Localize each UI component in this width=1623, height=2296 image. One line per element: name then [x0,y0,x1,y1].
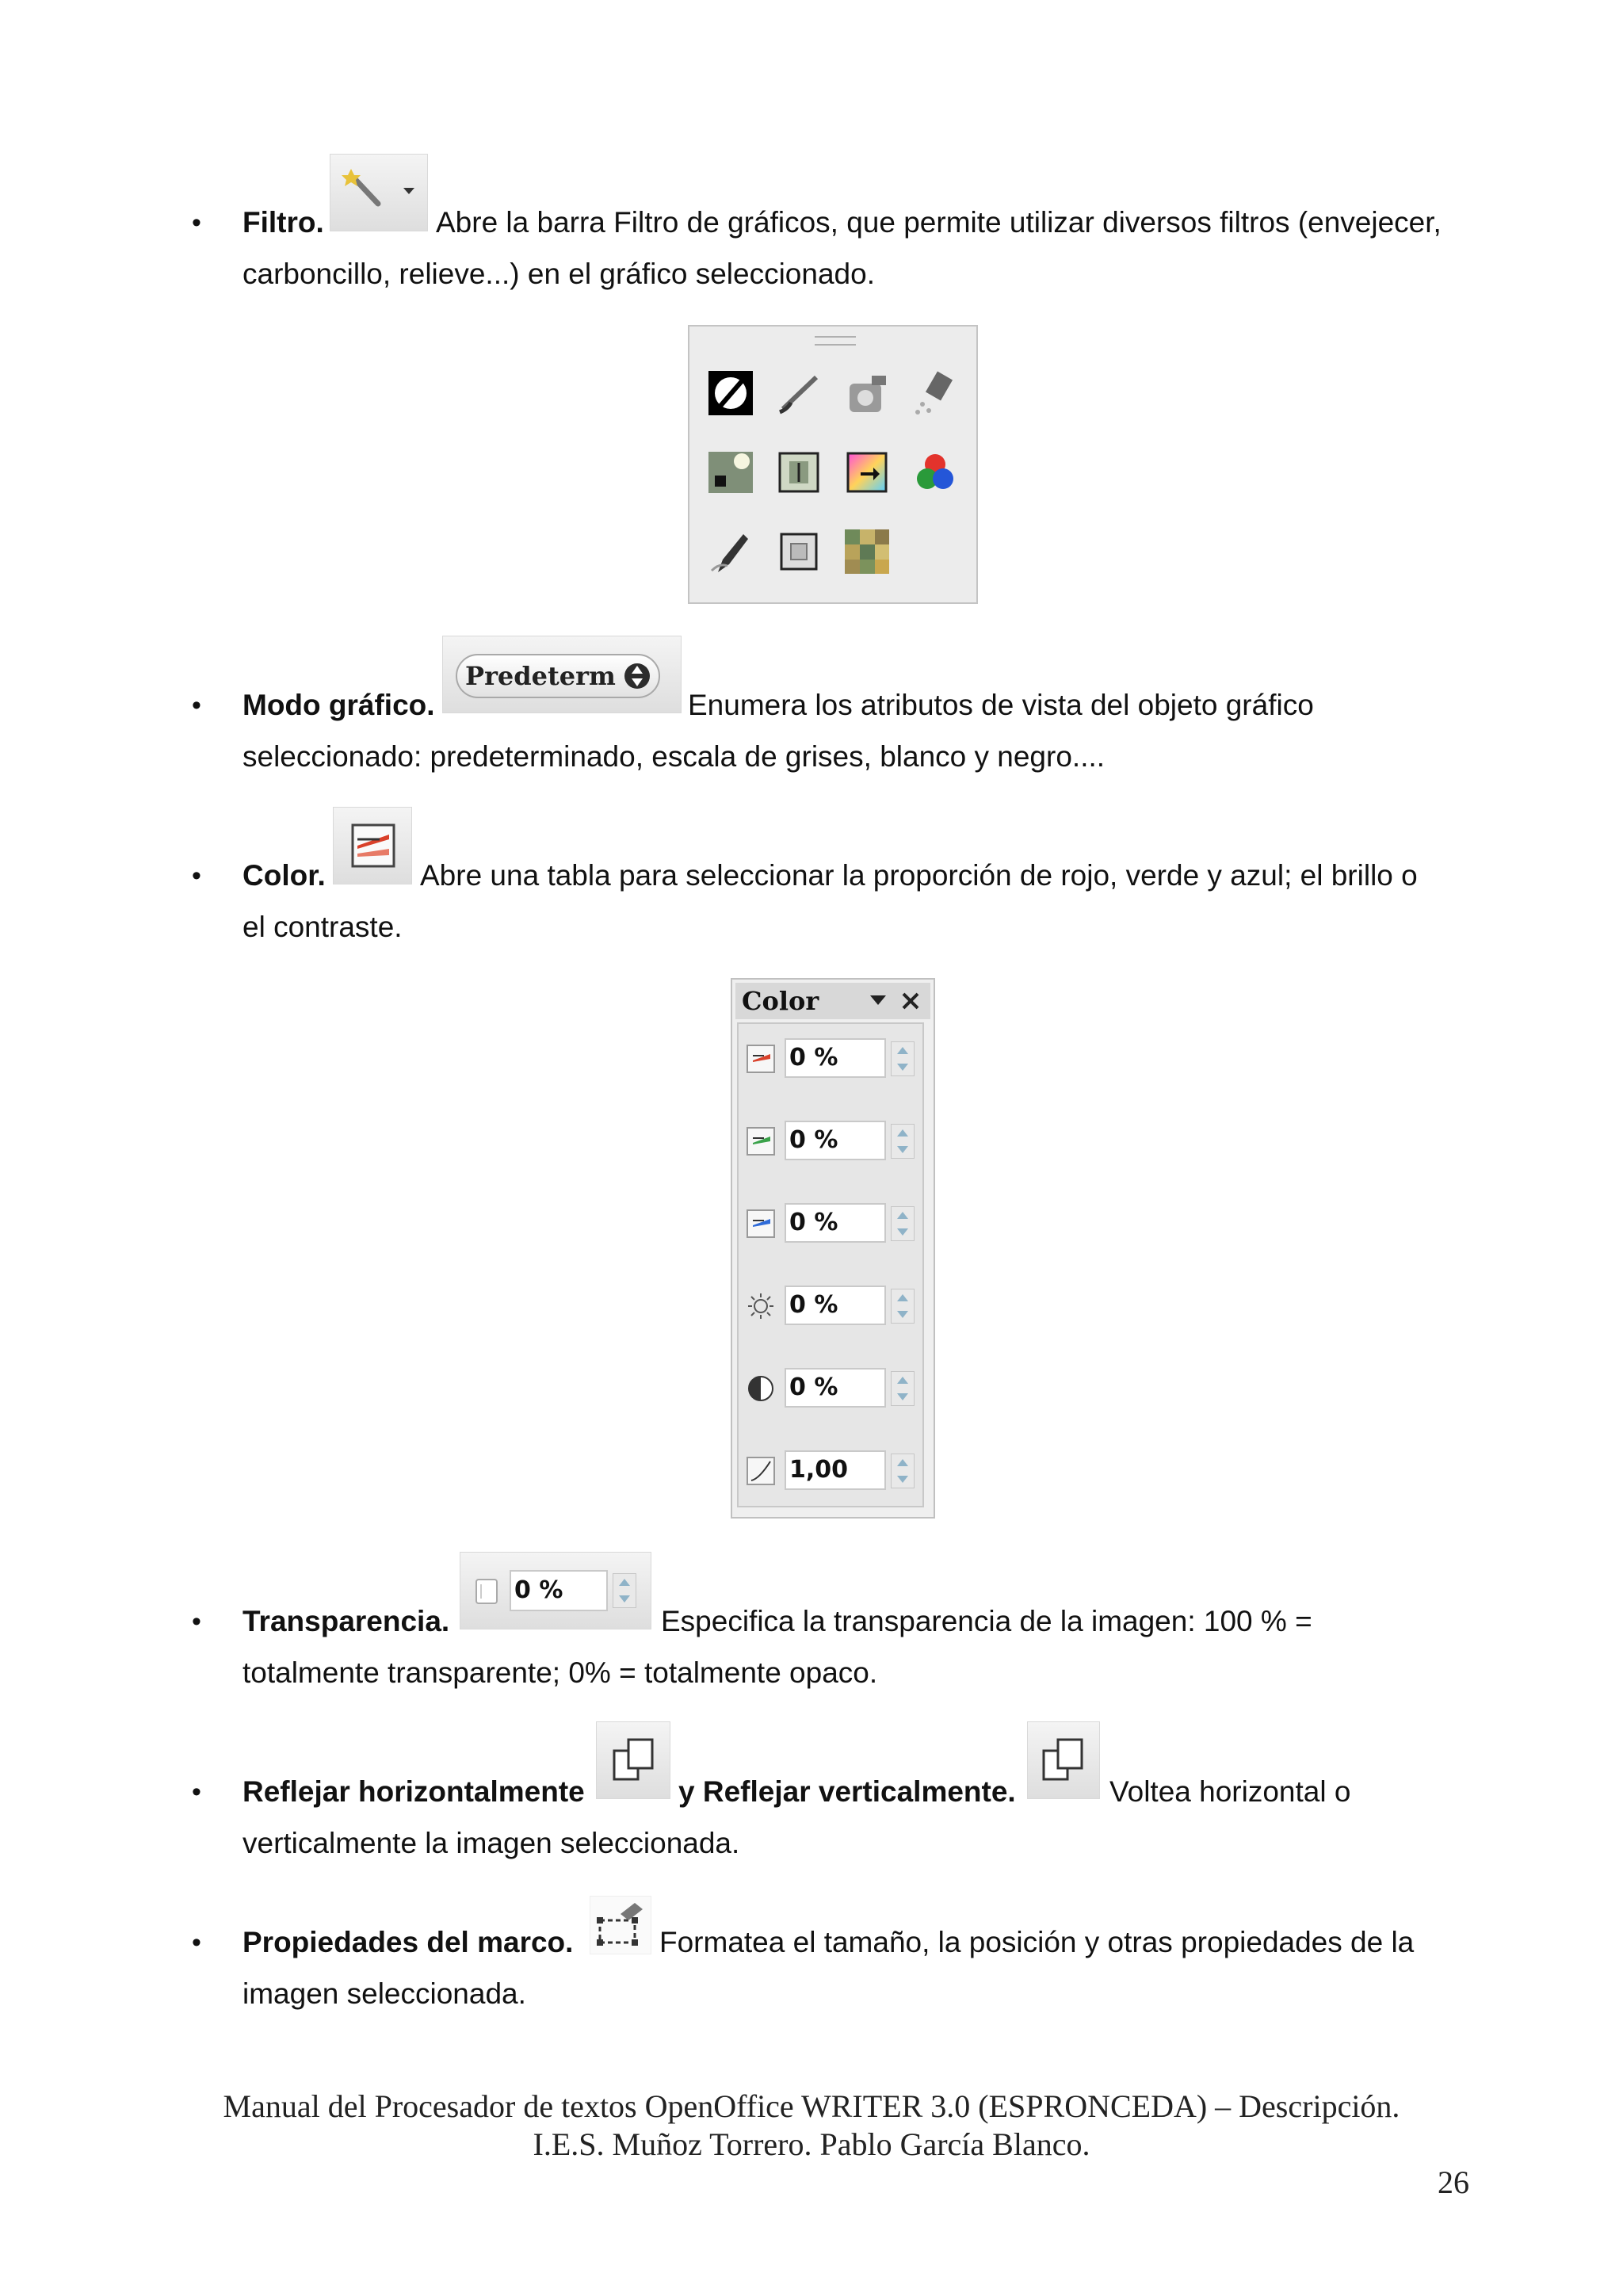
graphics-mode-control [442,636,682,713]
marco-description-1: Formatea el tamaño, la posición y otras propiedades de la [659,1926,1415,1958]
contrast-field[interactable]: 0 % [785,1368,886,1408]
bullet: • [192,861,201,891]
color-panel-title: Color [742,986,819,1016]
bullet: • [192,1606,201,1637]
transparency-spinner[interactable] [613,1573,636,1608]
filter-button[interactable] [330,154,428,231]
transparencia-label: Transparencia. [242,1605,450,1637]
solarization-icon[interactable] [705,447,756,498]
bullet: • [192,208,201,238]
gamma-spinner[interactable] [891,1454,915,1488]
page-number: 26 [1438,2164,1469,2200]
toolbar-grip[interactable] [815,336,856,346]
red-channel-icon [747,1045,775,1073]
color-description-1: Abre una tabla para seleccionar la proporción de rojo, verde y azul; el brillo o [420,859,1418,892]
color-adjust-icon [334,808,413,885]
footer-line-2: I.E.S. Muñoz Torrero. Pablo García Blanco. [533,2126,1090,2162]
sharpen-icon[interactable] [842,368,892,418]
graphic-filter-toolbar [688,325,978,604]
red-field[interactable]: 0 % [785,1038,886,1078]
brightness-field[interactable]: 0 % [785,1286,886,1325]
marco-label: Propiedades del marco. [242,1926,574,1958]
brightness-spinner[interactable] [891,1289,915,1324]
remove-noise-icon[interactable] [910,368,960,418]
green-field[interactable]: 0 % [785,1121,886,1160]
transparency-control [460,1552,651,1629]
transparency-icon [473,1575,500,1606]
brightness-icon [747,1292,775,1320]
mosaic-icon[interactable] [842,526,892,577]
filtro-description-2: carboncillo, relieve...) en el gráfico seleccionado. [242,258,875,290]
color-label: Color. [242,859,326,892]
color-panel [731,978,935,1519]
graphics-mode-select[interactable] [456,654,660,698]
footer-line-1: Manual del Procesador de textos OpenOffice WRITER 3.0 (ESPRONCEDA) – Descripción. [223,2088,1400,2124]
dropdown-arrow-icon[interactable] [869,992,888,1008]
bullet: • [192,1927,201,1958]
brightness-row [745,1284,919,1328]
close-icon[interactable] [900,991,921,1011]
color-panel-titlebar [735,983,930,1019]
bullet: • [192,690,201,720]
red-spinner[interactable] [891,1041,915,1076]
graphics-mode-value: Predeterm [465,661,616,691]
posterize-icon[interactable] [842,447,892,498]
invert-icon[interactable] [705,368,756,418]
bullet: • [192,1777,201,1807]
reflejar-v-label: y Reflejar verticalmente. [678,1775,1016,1808]
contrast-row [745,1366,919,1411]
blue-row [745,1201,919,1246]
magic-wand-icon [330,155,429,232]
green-spinner[interactable] [891,1124,915,1159]
modo-description-2: seleccionado: predeterminado, escala de grises, blanco y negro.... [242,740,1106,773]
transparency-field[interactable]: 0 % [510,1570,608,1611]
contrast-spinner[interactable] [891,1371,915,1406]
relief-icon[interactable] [773,526,824,577]
flip-vertical-icon [1028,1722,1101,1800]
green-channel-icon [747,1127,775,1156]
frame-properties-icon [590,1897,652,1955]
contrast-icon [747,1374,775,1403]
filtro-description-1: Abre la barra Filtro de gráficos, que permite utilizar diversos filtros (envejecer, [436,206,1442,239]
color-panel-body [737,1022,924,1507]
modo-description-1: Enumera los atributos de vista del objeto gráfico [688,689,1314,721]
blue-channel-icon [747,1209,775,1238]
spin-arrows-icon [624,660,651,692]
modo-label: Modo gráfico. [242,689,435,721]
gamma-row [745,1449,919,1493]
filtro-label: Filtro. [242,206,324,239]
marco-description-2: imagen seleccionada. [242,1977,526,2010]
red-row [745,1037,919,1081]
flip-horizontal-icon [597,1722,671,1800]
reflejar-description-2: verticalmente la imagen seleccionada. [242,1827,740,1859]
flip-horizontal-button[interactable] [596,1721,670,1799]
color-button[interactable] [333,807,412,884]
aging-icon[interactable] [773,447,824,498]
smooth-icon[interactable] [773,368,824,418]
reflejar-h-label: Reflejar horizontalmente [242,1775,585,1808]
frame-properties-button[interactable] [590,1896,651,1954]
pop-art-icon[interactable] [910,447,960,498]
transparencia-description-1: Especifica la transparencia de la imagen: 100 % = [661,1605,1312,1637]
color-description-2: el contraste. [242,911,403,943]
gamma-field[interactable]: 1,00 [785,1450,886,1490]
transparencia-description-2: totalmente transparente; 0% = totalmente opaco. [242,1656,878,1689]
charcoal-sketch-icon[interactable] [705,526,756,577]
blue-spinner[interactable] [891,1206,915,1241]
blue-field[interactable]: 0 % [785,1203,886,1243]
gamma-icon [747,1457,775,1485]
green-row [745,1119,919,1163]
reflejar-description-1: Voltea horizontal o [1109,1775,1351,1808]
flip-vertical-button[interactable] [1027,1721,1100,1799]
